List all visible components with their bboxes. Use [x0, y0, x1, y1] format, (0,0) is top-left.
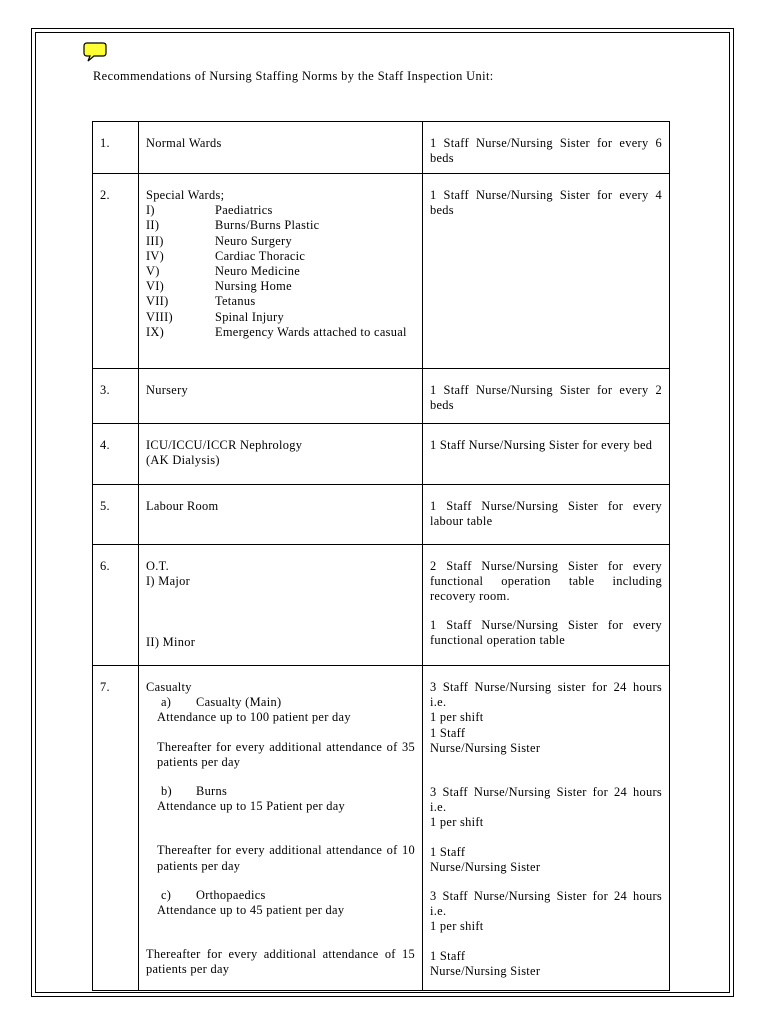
row-number: 6.	[93, 545, 139, 666]
ward-description	[139, 545, 423, 666]
casualty-main-extra-role: Nurse/Nursing Sister	[430, 740, 541, 755]
casualty-main-extra-staff: 1 Staff	[430, 725, 466, 740]
table-row	[93, 666, 670, 991]
burns-norm: 3 Staff Nurse/Nursing Sister for 24 hours i.e.	[430, 785, 662, 815]
ortho-extra-staff: 1 Staff	[430, 948, 466, 963]
ward-description	[139, 424, 423, 485]
list-item: VIII) Spinal Injury	[146, 309, 284, 324]
table-row	[93, 485, 670, 545]
list-item: IX) Emergency Wards attached to casual	[146, 324, 407, 339]
staffing-norm: 1 Staff Nurse/Nursing Sister for every bed	[423, 424, 670, 485]
staffing-norms-table	[92, 121, 670, 991]
ward-description: Nursery	[139, 369, 423, 424]
table-row	[93, 369, 670, 424]
dialysis-label: (AK Dialysis)	[146, 453, 220, 468]
ortho-shift: 1 per shift	[430, 919, 484, 934]
list-item: c) Orthopaedics	[161, 887, 266, 902]
list-item: V) Neuro Medicine	[146, 264, 301, 279]
ward-description: Labour Room	[139, 485, 423, 545]
ot-minor: II) Minor	[146, 635, 196, 650]
table-row	[93, 424, 670, 485]
list-item: II) Burns/Burns Plastic	[146, 218, 320, 233]
staffing-norm: 1 Staff Nurse/Nursing Sister for every 6 beds	[423, 122, 670, 174]
casualty-main-norm: 3 Staff Nurse/Nursing sister for 24 hours i.e.	[430, 680, 662, 710]
list-item: VI) Nursing Home	[146, 279, 292, 294]
row-number: 5.	[93, 485, 139, 545]
special-wards-title: Special Wards;	[146, 188, 225, 202]
burns-attendance: Attendance up to 15 Patient per day	[157, 799, 346, 814]
ortho-attendance: Attendance up to 45 patient per day	[157, 903, 345, 918]
ortho-thereafter: Thereafter for every additional attendance of 15 patients per day	[146, 947, 415, 977]
burns-thereafter: Thereafter for every additional attendance of 10 patients per day	[157, 843, 415, 873]
icu-label: ICU/ICCU/ICCR Nephrology	[146, 438, 303, 452]
comment-icon[interactable]	[83, 41, 107, 63]
row-number: 7.	[93, 666, 139, 991]
ward-description	[139, 174, 423, 369]
ot-major: I) Major	[146, 574, 191, 589]
ot-title: O.T.	[146, 559, 169, 573]
row-number: 1.	[93, 122, 139, 174]
staffing-norm: 1 Staff Nurse/Nursing Sister for every 2 beds	[423, 369, 670, 424]
ward-description: Normal Wards	[139, 122, 423, 174]
norm-minor: 1 Staff Nurse/Nursing Sister for every functional operation table	[430, 617, 662, 647]
table-row	[93, 122, 670, 174]
ward-description	[139, 666, 423, 991]
table-row	[93, 545, 670, 666]
row-number: 2.	[93, 174, 139, 369]
row-number: 4.	[93, 424, 139, 485]
list-item: b) Burns	[161, 784, 228, 799]
burns-extra-role: Nurse/Nursing Sister	[430, 859, 541, 874]
list-item: VII) Tetanus	[146, 294, 256, 309]
list-item: a) Casualty (Main)	[161, 695, 282, 710]
burns-shift: 1 per shift	[430, 815, 484, 830]
row-number: 3.	[93, 369, 139, 424]
casualty-title: Casualty	[146, 680, 192, 694]
table-row	[93, 174, 670, 369]
list-item: IV) Cardiac Thoracic	[146, 248, 306, 263]
staffing-norm: 1 Staff Nurse/Nursing Sister for every labour table	[423, 485, 670, 545]
ortho-extra-role: Nurse/Nursing Sister	[430, 963, 541, 978]
norm-major: 2 Staff Nurse/Nursing Sister for every functional operation table including recovery room.	[430, 559, 662, 604]
page-heading: Recommendations of Nursing Staffing Norms by the Staff Inspection Unit:	[93, 69, 494, 83]
casualty-main-thereafter: Thereafter for every additional attendance of 35 patients per day	[157, 739, 415, 769]
staffing-norm: 1 Staff Nurse/Nursing Sister for every 4 beds	[423, 174, 670, 369]
ortho-norm: 3 Staff Nurse/Nursing Sister for 24 hours i.e.	[430, 889, 662, 919]
staffing-norm	[423, 545, 670, 666]
staffing-norm	[423, 666, 670, 991]
burns-extra-staff: 1 Staff	[430, 844, 466, 859]
list-item: III) Neuro Surgery	[146, 233, 292, 248]
list-item: I) Paediatrics	[146, 203, 273, 218]
casualty-main-attendance: Attendance up to 100 patient per day	[157, 710, 351, 725]
casualty-main-shift: 1 per shift	[430, 710, 484, 725]
